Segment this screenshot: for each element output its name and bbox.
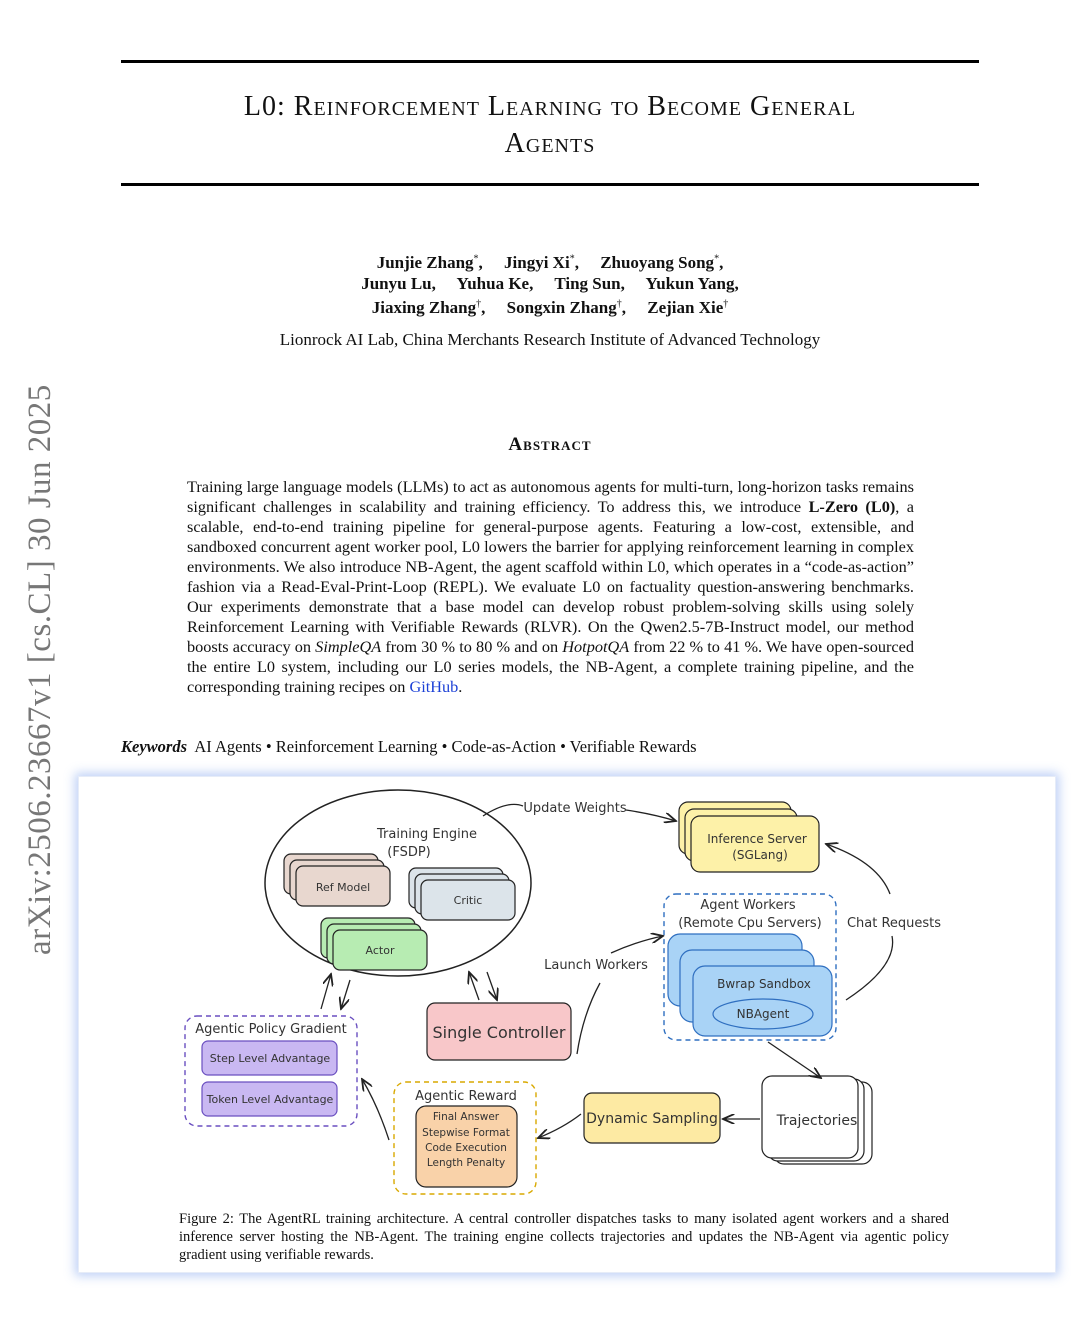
controller-engine-arrows <box>469 972 497 1000</box>
update-weights-arrow <box>483 801 676 821</box>
token-level-label: Token Level Advantage <box>206 1093 334 1106</box>
actor-label: Actor <box>365 944 395 957</box>
author: Zhuoyang Song*, <box>600 252 724 272</box>
github-link[interactable]: GitHub <box>409 677 459 696</box>
title-bottom-rule <box>121 183 979 186</box>
arxiv-stamp: arXiv:2506.23667v1 [cs.CL] 30 Jun 2025 <box>22 384 58 955</box>
fsdp-label: (FSDP) <box>387 845 431 860</box>
chat-requests-arrows <box>826 844 941 1000</box>
author-line-3 <box>121 294 979 319</box>
author: Yuhua Ke, <box>456 273 534 293</box>
l-zero-name: L-Zero (L0) <box>808 497 896 516</box>
title-top-rule <box>121 60 979 63</box>
author: Ting Sun, <box>554 273 625 293</box>
agent-workers-label: Agent Workers <box>700 898 796 913</box>
gradient-engine-arrows <box>321 974 350 1009</box>
paper-title <box>121 88 979 162</box>
author: Junyu Lu, <box>361 273 436 293</box>
author-list <box>121 248 979 318</box>
single-controller-box <box>427 1003 571 1060</box>
remote-cpu-label: (Remote Cpu Servers) <box>678 916 822 931</box>
critic-label: Critic <box>453 894 483 907</box>
inference-server-label: Inference Server <box>707 832 807 846</box>
affiliation: Lionrock AI Lab, China Merchants Research Institute of Advanced Technology <box>279 330 821 349</box>
launch-workers-label: Launch Workers <box>544 958 648 973</box>
author: Songxin Zhang†, <box>506 298 626 318</box>
code-execution-label: Code Execution <box>425 1142 507 1154</box>
author-line-1 <box>121 248 979 273</box>
inference-server-box <box>679 802 819 872</box>
bwrap-sandbox-label: Bwrap Sandbox <box>717 977 811 991</box>
author: Jiaxing Zhang†, <box>371 298 486 318</box>
agent-workers-group <box>664 894 836 1040</box>
step-level-label: Step Level Advantage <box>209 1052 331 1065</box>
training-engine-label: Training Engine <box>377 827 477 842</box>
length-penalty-label: Length Penalty <box>426 1157 506 1169</box>
final-answer-label: Final Answer <box>432 1111 500 1123</box>
trajectories-box <box>762 1076 872 1164</box>
keywords <box>121 737 697 757</box>
sampling-to-reward-arrow <box>538 1114 581 1138</box>
ref-model-label: Ref Model <box>315 881 371 894</box>
sglang-label: (SGLang) <box>732 848 788 862</box>
author-line-2 <box>121 273 979 294</box>
agentic-policy-gradient-label: Agentic Policy Gradient <box>195 1022 347 1037</box>
actor-box <box>321 918 427 970</box>
author: Jingyi Xi*, <box>504 252 579 272</box>
critic-box <box>409 868 515 920</box>
author: Junjie Zhang*, <box>376 252 483 272</box>
agentic-reward-label: Agentic Reward <box>415 1089 517 1104</box>
agentic-reward-group <box>394 1082 536 1194</box>
architecture-diagram <box>78 776 1054 1206</box>
chat-requests-label: Chat Requests <box>846 916 942 931</box>
single-controller-label: Single Controller <box>432 1023 566 1042</box>
workers-to-trajectories-arrow <box>768 1042 821 1078</box>
title-line-1: L0: Reinforcement Learning to Become General <box>243 91 857 122</box>
agentic-policy-gradient-group <box>185 1016 357 1126</box>
abstract-heading: Abstract <box>508 434 592 455</box>
author: Zejian Xie† <box>647 298 729 318</box>
keywords-label: Keywords <box>121 737 187 756</box>
stepwise-format-label: Stepwise Format <box>422 1127 510 1139</box>
author: Yukun Yang, <box>645 273 739 293</box>
ref-model-box <box>284 854 390 906</box>
update-weights-label: Update Weights <box>523 801 627 816</box>
title-line-2: Agents <box>504 128 596 159</box>
keywords-text: AI Agents • Reinforcement Learning • Code-as-Action • Verifiable Rewards <box>194 737 697 756</box>
figure-caption: Figure 2: The AgentRL training architecture. A central controller dispatches tasks to many isolated agent workers and a shared inference server hosting the NB-Agent. The training engine collects trajectories and updates the NB-Agent via agentic policy gradient using verifiable rewards. <box>179 1211 949 1263</box>
dynamic-sampling-label: Dynamic Sampling <box>586 1111 718 1127</box>
nbagent-label: NBAgent <box>736 1007 790 1021</box>
abstract-body: Training large language models (LLMs) to act as autonomous agents for multi-turn, long-horizon tasks remains significant challenges in scalability and training efficiency. To address this, we introduce L-Zero (L0), a scalable, end-to-end training pipeline for general-purpose agents. Featuring a low-cost, extensible, and sandboxed concurrent agent worker pool, L0 lowers the barrier for applying reinforcement learning in complex environments. We also introduce NB-Agent, the agent scaffold within L0, which operates in a “code-as-action” fashion via a Read-Eval-Print-Loop (REPL). We evaluate L0 on factuality question-answering benchmarks. Our experiments demonstrate that a base model can develop robust problem-solving skills using solely Reinforcement Learning with Verifiable Rewards (RLVR). On the Qwen2.5-7B-Instruct model, our method boosts accuracy on SimpleQA from 30 % to 80 % and on HotpotQA from 22 % to 41 %. We have open-sourced the entire L0 system, including our L0 series models, the NB-Agent, a complete training pipeline, and the corresponding training recipes on GitHub. <box>187 477 914 696</box>
trajectories-label: Trajectories <box>776 1113 858 1129</box>
reward-to-gradient-arrow <box>362 1079 389 1140</box>
dynamic-sampling-box <box>584 1093 720 1143</box>
